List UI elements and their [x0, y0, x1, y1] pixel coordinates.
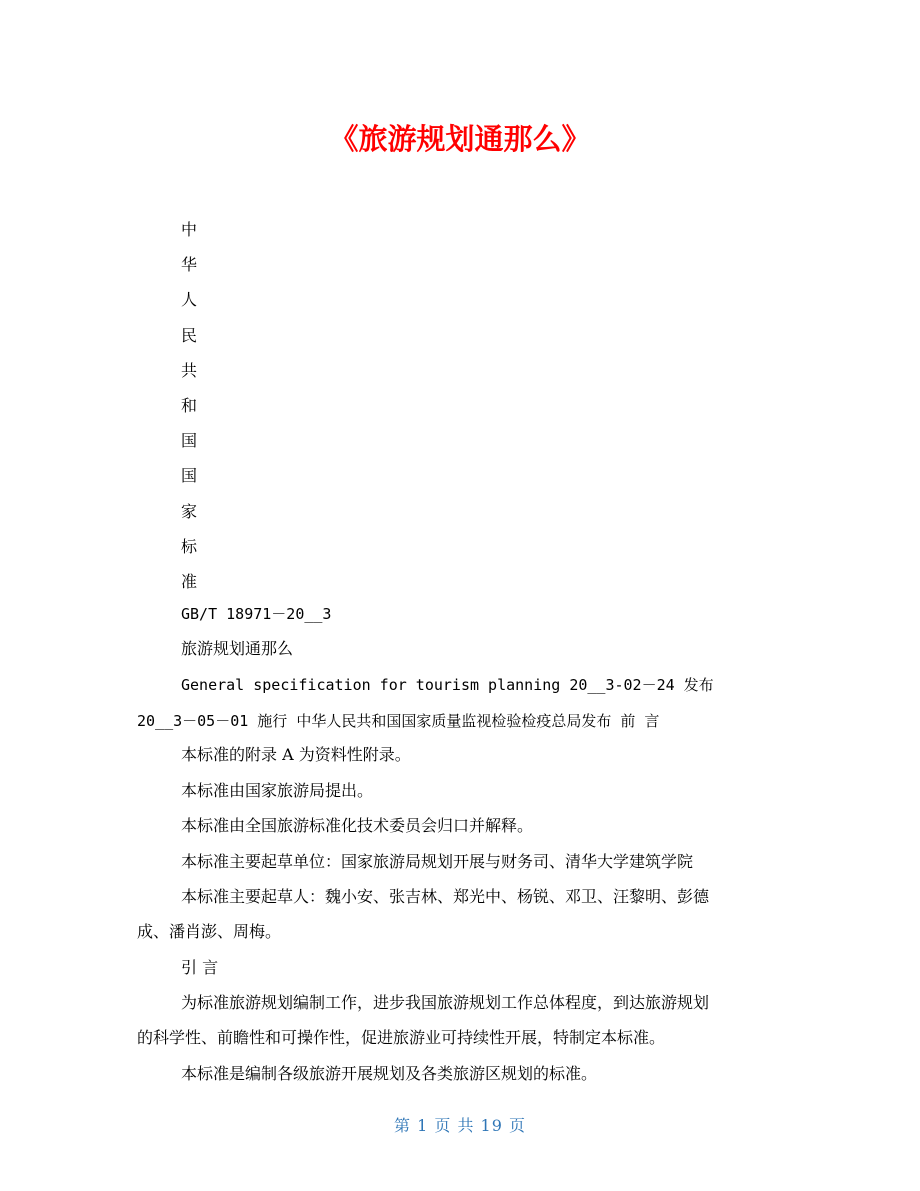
- paragraph-drafters-line1: 本标准主要起草人：魏小安、张吉林、郑光中、杨锐、邓卫、汪黎明、彭德: [181, 887, 710, 906]
- vertical-char: 标: [181, 536, 198, 556]
- paragraph-purpose-line1: 为标准旅游规划编制工作，进步我国旅游规划工作总体程度，到达旅游规划: [181, 993, 710, 1012]
- vertical-title-list: [181, 212, 197, 599]
- vertical-char: 准: [181, 571, 198, 591]
- standard-code: GB/T 18971－20__3: [181, 605, 332, 623]
- vertical-char: 和: [181, 395, 198, 415]
- vertical-char: 国: [181, 431, 198, 451]
- document-title: 《旅游规划通那么》: [329, 122, 591, 156]
- english-title-line: General specification for tourism planning 20__3-02－24 发布: [181, 676, 714, 694]
- vertical-char: 民: [181, 325, 198, 345]
- section-heading-intro: 引 言: [181, 958, 219, 977]
- paragraph-drafters-line2: 成、潘肖澎、周梅。: [137, 922, 282, 941]
- vertical-char: 共: [181, 360, 198, 380]
- paragraph-proposed: 本标准由国家旅游局提出。: [181, 781, 374, 800]
- page-number-footer: 第 1 页 共 19 页: [394, 1116, 526, 1135]
- vertical-char: 中: [181, 220, 198, 239]
- implementation-line: 20__3－05－01 施行 中华人民共和国国家质量监视检验检疫总局发布 前 言: [137, 712, 660, 730]
- vertical-char: 国: [181, 466, 198, 486]
- paragraph-interpretation: 本标准由全国旅游标准化技术委员会归口并解释。: [181, 816, 534, 835]
- paragraph-drafting-units: 本标准主要起草单位：国家旅游局规划开展与财务司、清华大学建筑学院: [181, 852, 694, 871]
- standard-name: 旅游规划通那么: [181, 639, 294, 658]
- vertical-char: 家: [181, 501, 198, 521]
- paragraph-appendix: 本标准的附录 A 为资料性附录。: [181, 745, 411, 764]
- vertical-char: 人: [181, 290, 198, 310]
- paragraph-purpose-line2: 的科学性、前瞻性和可操作性，促进旅游业可持续性开展，特制定本标准。: [137, 1028, 666, 1047]
- vertical-char: 华: [181, 255, 198, 275]
- paragraph-scope: 本标准是编制各级旅游开展规划及各类旅游区规划的标准。: [181, 1064, 598, 1083]
